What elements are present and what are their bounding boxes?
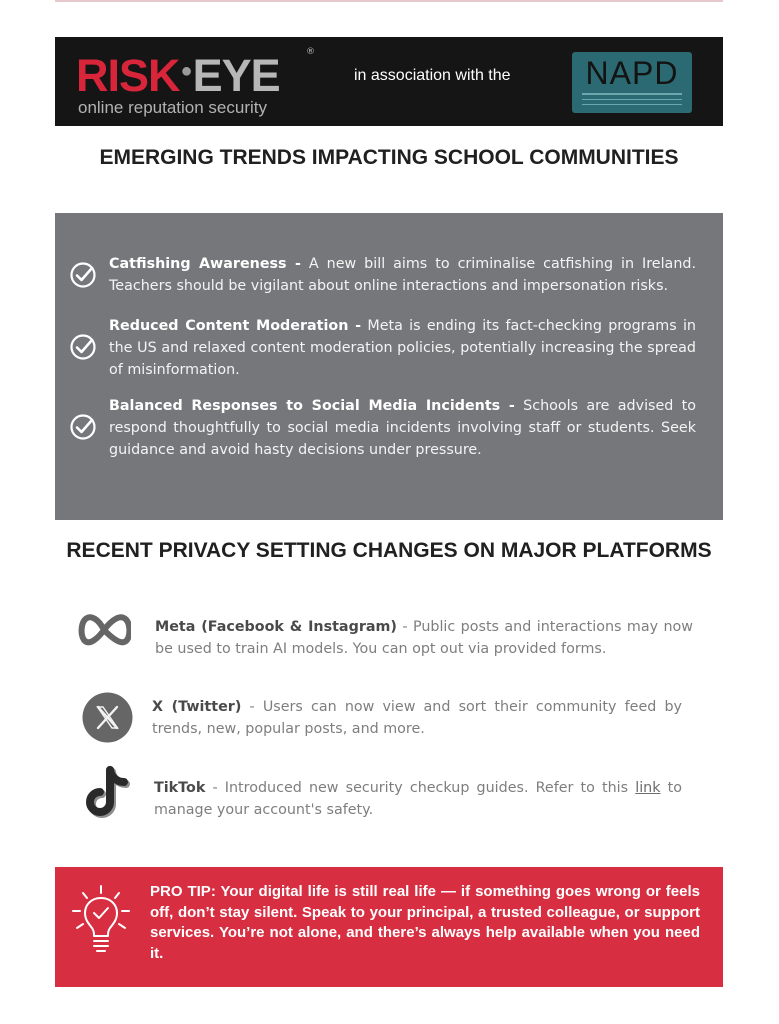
trend-text xyxy=(109,395,696,461)
trend-body: A new bill aims to criminalise catfishing in Ireland. Teachers should be vigilant about online interactions and impersonation risks. xyxy=(109,256,696,294)
trend-text xyxy=(109,315,696,381)
header-banner xyxy=(55,37,723,126)
trend-body: Schools are advised to respond thoughtfully to social media incidents involving staff or students. Seek guidance and avoid hasty decisions under pressure. xyxy=(109,398,696,458)
trends-section-title: EMERGING TRENDS IMPACTING SCHOOL COMMUNITIES xyxy=(99,146,679,169)
trend-body: Meta is ending its fact-checking programs in the US and relaxed content moderation policies, potentially increasing the spread of misinformation. xyxy=(109,318,696,378)
platform-name: X (Twitter) xyxy=(152,699,242,715)
platform-name: TikTok xyxy=(154,780,206,796)
lightbulb-check-icon xyxy=(71,885,131,959)
platform-body: - Users can now view and sort their community feed by trends, new, popular posts, and more. xyxy=(152,699,682,737)
trend-heading: Catfishing Awareness - xyxy=(109,256,301,272)
riskeye-logo xyxy=(76,47,316,117)
top-divider xyxy=(55,0,723,2)
logo-eye-text: EYE xyxy=(192,50,280,101)
napd-logo-text: NAPD xyxy=(585,55,679,91)
check-circle-icon xyxy=(69,413,97,441)
safety-guide-link[interactable]: link xyxy=(635,780,661,796)
x-logo-icon xyxy=(82,692,133,743)
trend-heading: Balanced Responses to Social Media Incidents - xyxy=(109,398,515,414)
pro-tip-banner xyxy=(55,867,723,987)
check-circle-icon xyxy=(69,261,97,289)
platform-body-end: to manage your account's safety. xyxy=(154,780,682,818)
pro-tip-text: PRO TIP: Your digital life is still real life — if something goes wrong or feels off, don’t stay silent. Speak to your principal, a trusted colleague, or support services. You’re not alone, and there’s always help available when you need it. xyxy=(150,883,700,962)
platform-name: Meta (Facebook & Instagram) xyxy=(155,619,397,635)
association-text: in association with the xyxy=(354,67,511,84)
trend-heading: Reduced Content Moderation - xyxy=(109,318,362,334)
napd-logo xyxy=(572,52,692,113)
trend-text xyxy=(109,253,696,297)
platform-text xyxy=(155,616,693,660)
platform-body: - Introduced new security checkup guides. Refer to this xyxy=(205,780,636,796)
logo-risk-text: RISK xyxy=(76,50,180,101)
trends-panel xyxy=(55,213,723,520)
logo-dot: ● xyxy=(180,60,192,82)
privacy-section-title: RECENT PRIVACY SETTING CHANGES ON MAJOR PLATFORMS xyxy=(66,539,712,562)
logo-tagline: online reputation security xyxy=(78,98,268,117)
tiktok-logo-icon xyxy=(82,766,134,822)
platform-text xyxy=(154,777,682,821)
registered-mark: ® xyxy=(306,47,315,57)
meta-logo-icon xyxy=(77,612,131,648)
platform-text xyxy=(152,696,682,740)
check-circle-icon xyxy=(69,333,97,361)
platform-body: - Public posts and interactions may now be used to train AI models. You can opt out via provided forms. xyxy=(155,619,693,657)
